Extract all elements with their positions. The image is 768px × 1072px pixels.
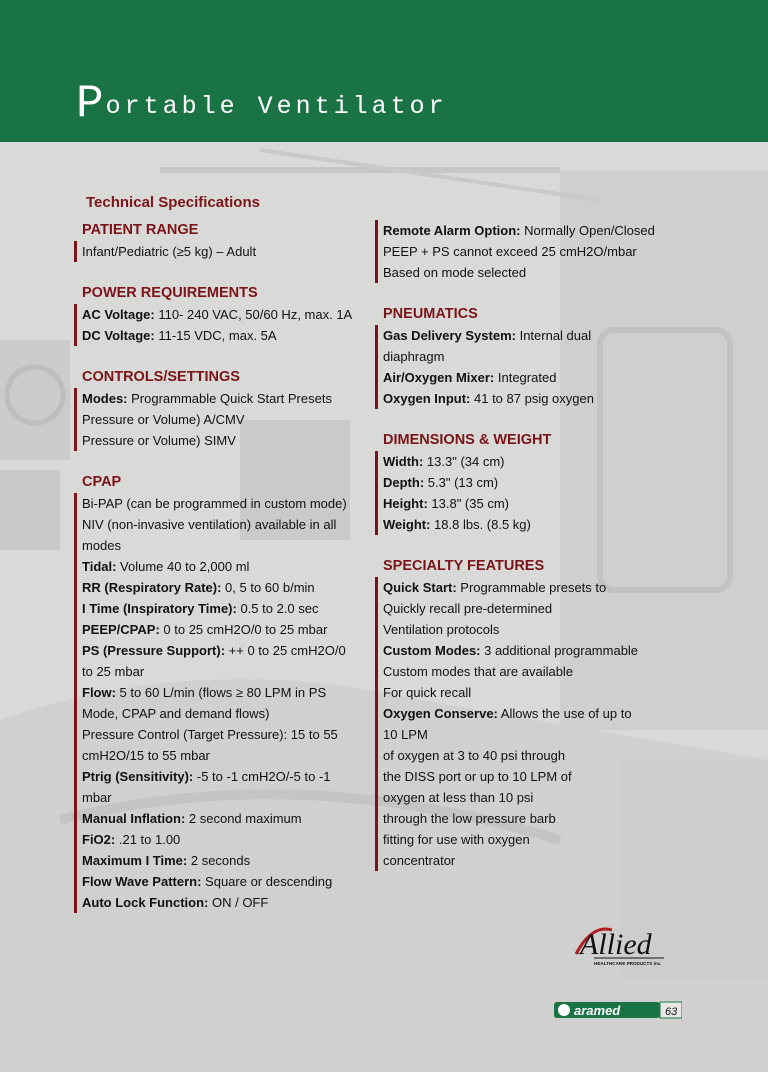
spec-line [82,241,360,262]
spec-value: NIV (non-invasive ventilation) available in all [82,517,337,532]
spec-value: Mode, CPAP and demand flows) [82,706,270,721]
spec-label: PEEP/CPAP: [82,622,160,637]
spec-line [82,787,360,808]
spec-line [383,682,657,703]
spec-value: mbar [82,790,112,805]
spec-value: Normally Open/Closed [520,223,655,238]
spec-line [82,598,360,619]
spec-line [383,514,657,535]
spec-line [82,829,360,850]
spec-line [383,262,657,283]
spec-line [383,766,657,787]
spec-section [74,367,360,451]
spec-line [82,493,360,514]
spec-label: Depth: [383,475,425,490]
section-heading: SPECIALTY FEATURES [383,558,545,574]
spec-label: Manual Inflation: [82,811,186,826]
spec-line [383,577,657,598]
spec-line [383,850,657,871]
spec-label: Tidal: [82,559,117,574]
spec-value: 0.5 to 2.0 sec [236,601,319,616]
spec-value: Volume 40 to 2,000 ml [116,559,250,574]
spec-label: Oxygen Input: [383,391,471,406]
spec-value: Based on mode selected [383,265,527,280]
spec-value: 18.8 lbs. (8.5 kg) [430,517,531,532]
spec-line [82,724,360,745]
spec-section [74,283,360,346]
spec-value: ON / OFF [208,895,269,910]
spec-value: Pressure or Volume) A/CMV [82,412,245,427]
spec-line [383,472,657,493]
spec-value: 13.3" (34 cm) [423,454,505,469]
spec-value: ++ 0 to 25 cmH2O/0 [225,643,346,658]
spec-line [82,325,360,346]
spec-value: fitting for use with oxygen [383,832,530,847]
spec-line [383,829,657,850]
spec-section [375,430,657,535]
spec-line [82,535,360,556]
svg-text:HEALTHCARE PRODUCTS inc.: HEALTHCARE PRODUCTS inc. [594,961,662,966]
spec-label: Quick Start: [383,580,457,595]
spec-value: 2 second maximum [185,811,302,826]
right-column [375,220,657,892]
section-heading: DIMENSIONS & WEIGHT [383,432,552,448]
spec-line [383,451,657,472]
section-heading: POWER REQUIREMENTS [82,285,258,301]
spec-line [82,640,360,661]
spec-value: Pressure or Volume) SIMV [82,433,236,448]
spec-line [383,346,657,367]
spec-value: 110- 240 VAC, 50/60 Hz, max. 1A [154,307,353,322]
spec-value: Pressure Control (Target Pressure): 15 to 55 [82,727,338,742]
section-lines [375,451,657,535]
section-heading: PATIENT RANGE [82,222,199,238]
spec-value: 10 LPM [383,727,428,742]
spec-value: of oxygen at 3 to 40 psi through [383,748,566,763]
spec-value: Internal dual [515,328,592,343]
spec-value: 3 additional programmable [480,643,639,658]
spec-line [383,619,657,640]
spec-label: Oxygen Conserve: [383,706,498,721]
spec-line [383,388,657,409]
left-column [74,220,360,934]
spec-value: Custom modes that are available [383,664,574,679]
spec-label: FiO2: [82,832,116,847]
spec-line [82,388,360,409]
spec-label: PS (Pressure Support): [82,643,226,658]
spec-line [82,556,360,577]
spec-section [74,472,360,913]
spec-line [383,493,657,514]
spec-line [383,367,657,388]
spec-line [383,325,657,346]
spec-section [375,220,657,283]
header-band [0,0,768,142]
spec-value: 0 to 25 cmH2O/0 to 25 mbar [159,622,328,637]
section-heading: PNEUMATICS [383,306,478,322]
spec-value: Quickly recall pre-determined [383,601,553,616]
spec-section [74,220,360,262]
spec-value: 5.3" (13 cm) [424,475,499,490]
spec-label: Modes: [82,391,128,406]
section-lines [74,241,360,262]
spec-value: Allows the use of up to [497,706,632,721]
spec-value: diaphragm [383,349,445,364]
spec-line [383,703,657,724]
spec-line [82,871,360,892]
spec-line [383,598,657,619]
section-heading: CONTROLS/SETTINGS [82,369,240,385]
spec-value: 13.8" (35 cm) [427,496,509,511]
spec-value: 11-15 VDC, max. 5A [154,328,277,343]
spec-value: the DISS port or up to 10 LPM of [383,769,572,784]
spec-line [82,682,360,703]
spec-section [375,556,657,871]
spec-section [375,304,657,409]
spec-label: Height: [383,496,428,511]
spec-line [82,661,360,682]
spec-label: RR (Respiratory Rate): [82,580,222,595]
spec-value: Ventilation protocols [383,622,500,637]
spec-line [383,661,657,682]
spec-line [82,850,360,871]
spec-label: I Time (Inspiratory Time): [82,601,237,616]
paramed-footer [554,1000,682,1020]
spec-value: Infant/Pediatric (≥5 kg) – Adult [82,244,257,259]
page-title: Portable Ventilator [76,78,448,130]
spec-value: -5 to -1 cmH2O/-5 to -1 [193,769,331,784]
allied-logo [572,920,668,974]
spec-value: Programmable presets to [456,580,607,595]
section-lines [375,220,657,283]
spec-label: Gas Delivery System: [383,328,516,343]
spec-value: Integrated [494,370,557,385]
spec-value: 5 to 60 L/min (flows ≥ 80 LPM in PS [115,685,327,700]
spec-label: Remote Alarm Option: [383,223,521,238]
spec-line [82,703,360,724]
spec-line [82,577,360,598]
spec-value: cmH2O/15 to 55 mbar [82,748,210,763]
section-lines [375,577,657,871]
spec-line [82,514,360,535]
spec-label: Maximum I Time: [82,853,188,868]
spec-value: 41 to 87 psig oxygen [470,391,594,406]
spec-value: Square or descending [201,874,333,889]
svg-text:63: 63 [665,1006,678,1018]
spec-line [383,787,657,808]
spec-label: DC Voltage: [82,328,155,343]
spec-line [82,808,360,829]
spec-line [383,745,657,766]
section-lines [74,493,360,913]
spec-value: to 25 mbar [82,664,145,679]
spec-value: modes [82,538,122,553]
spec-value: .21 to 1.00 [115,832,181,847]
spec-line [82,619,360,640]
spec-label: Auto Lock Function: [82,895,209,910]
spec-label: Air/Oxygen Mixer: [383,370,495,385]
spec-label: Ptrig (Sensitivity): [82,769,194,784]
spec-label: Flow Wave Pattern: [82,874,202,889]
spec-line [82,409,360,430]
spec-line [82,892,360,913]
spec-line [82,766,360,787]
spec-line [383,724,657,745]
spec-value: 2 seconds [187,853,251,868]
section-lines [375,325,657,409]
technical-specifications-title: Technical Specifications [86,194,260,211]
spec-line [82,430,360,451]
spec-value: through the low pressure barb [383,811,556,826]
spec-line [383,241,657,262]
spec-label: Custom Modes: [383,643,481,658]
spec-line [383,640,657,661]
spec-value: oxygen at less than 10 psi [383,790,534,805]
section-lines [74,304,360,346]
svg-text:Allied: Allied [580,928,652,961]
spec-line [383,220,657,241]
spec-value: For quick recall [383,685,472,700]
spec-line [383,808,657,829]
spec-value: Programmable Quick Start Presets [127,391,332,406]
spec-label: Weight: [383,517,431,532]
spec-value: PEEP + PS cannot exceed 25 cmH2O/mbar [383,244,637,259]
spec-line [82,304,360,325]
spec-value: 0, 5 to 60 b/min [221,580,315,595]
spec-label: AC Voltage: [82,307,155,322]
section-lines [74,388,360,451]
spec-label: Width: [383,454,424,469]
spec-value: concentrator [383,853,456,868]
spec-label: Flow: [82,685,116,700]
spec-value: Bi-PAP (can be programmed in custom mode) [82,496,347,511]
svg-text:aramed: aramed [574,1003,621,1018]
section-heading: CPAP [82,474,122,490]
spec-line [82,745,360,766]
